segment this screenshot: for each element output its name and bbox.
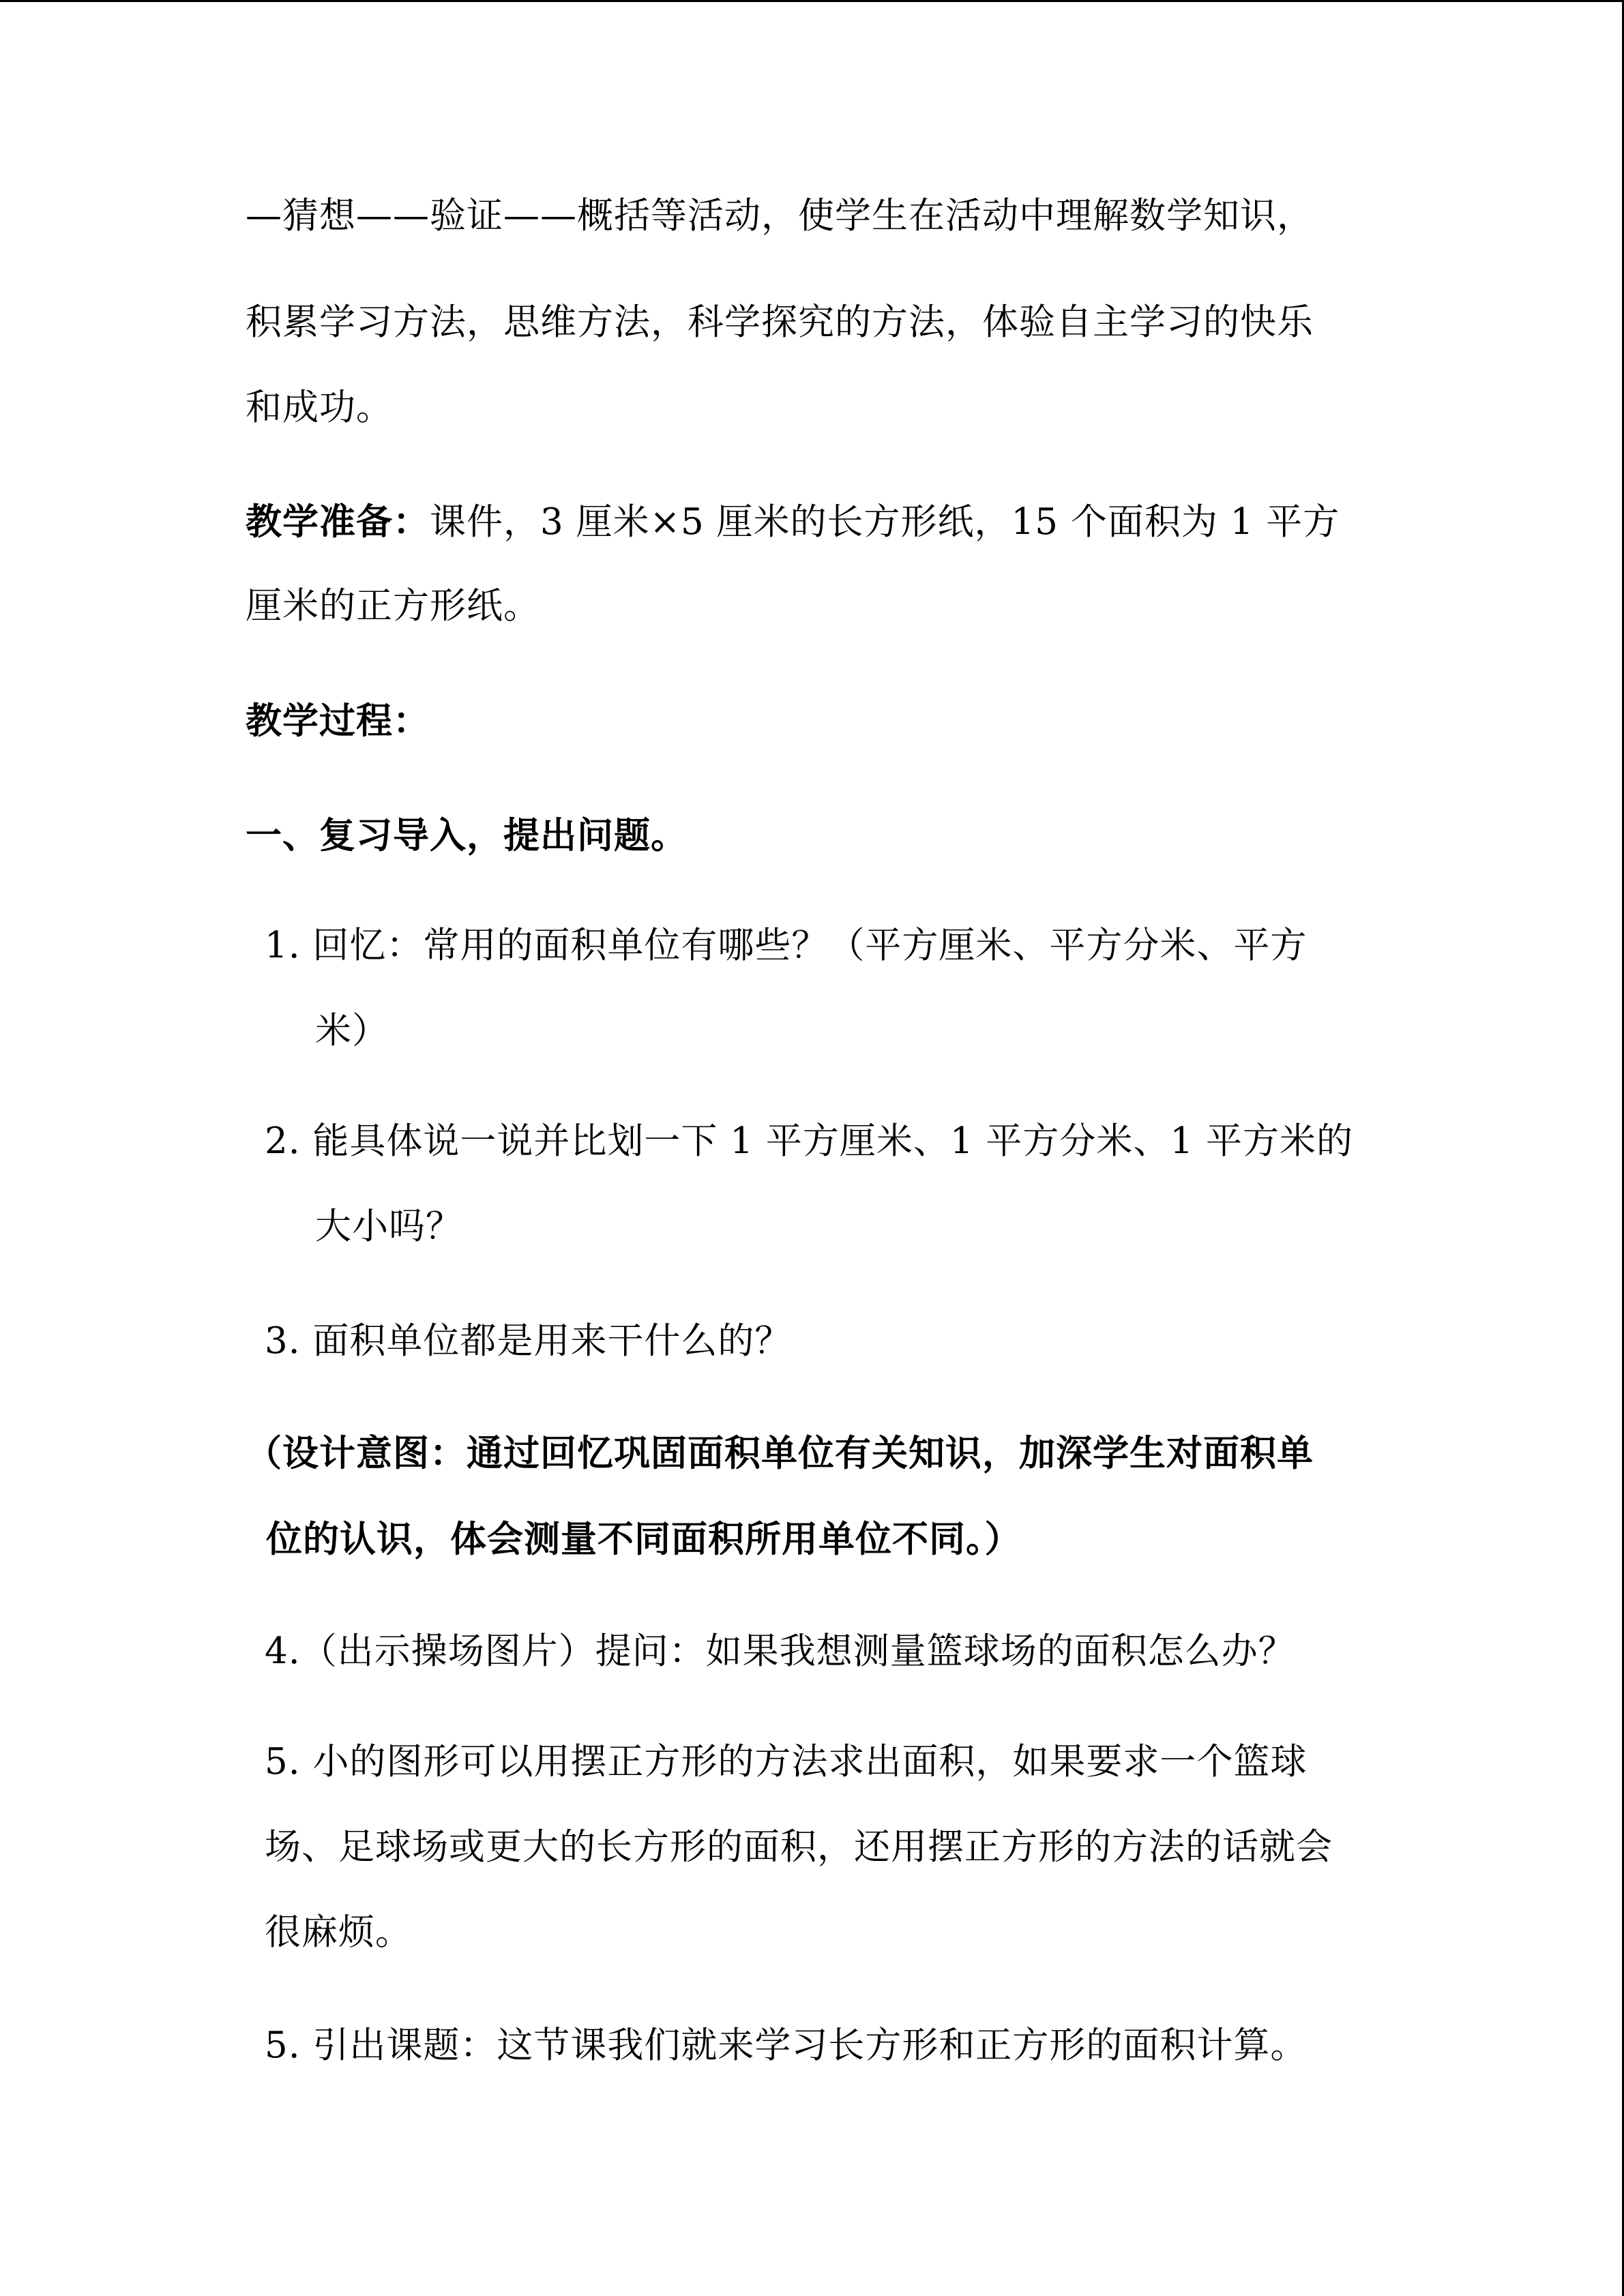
item-5-line-3: 很麻烦。	[265, 1911, 412, 1953]
design-intent-line-2: 位的认识，体会测量不同面积所用单位不同。）	[266, 1518, 1022, 1560]
intro-line-2: 积累学习方法，思维方法，科学探究的方法，体验自主学习的快乐	[246, 301, 1314, 343]
process-heading: 教学过程：	[246, 700, 430, 742]
item-4: 4.（出示操场图片）提问：如果我想测量篮球场的面积怎么办？	[265, 1630, 1295, 1672]
item-2-line-1: 2. 能具体说一说并比划一下 1 平方厘米、1 平方分米、1 平方米的	[265, 1120, 1353, 1162]
item-2-line-2: 大小吗？	[315, 1206, 462, 1247]
intro-line-1: —猜想——验证——概括等活动，使学生在活动中理解数学知识，	[246, 195, 1314, 237]
preparation-line-2: 厘米的正方形纸。	[246, 585, 540, 627]
item-1-line-2: 米）	[315, 1010, 389, 1052]
section-one-heading: 一、复习导入，提出问题。	[246, 814, 688, 856]
item-5-line-1: 5. 小的图形可以用摆正方形的方法求出面积，如果要求一个篮球	[265, 1741, 1308, 1783]
preparation-text: 课件，3 厘米×5 厘米的长方形纸，15 个面积为 1 平方	[430, 501, 1340, 543]
preparation-line-1	[246, 500, 1340, 544]
intro-line-3: 和成功。	[246, 387, 393, 428]
item-3: 3. 面积单位都是用来干什么的？	[265, 1320, 792, 1362]
item-5-line-2: 场、足球场或更大的长方形的面积，还用摆正方形的方法的话就会	[265, 1826, 1333, 1868]
item-5b: 5. 引出课题：这节课我们就来学习长方形和正方形的面积计算。	[265, 2025, 1308, 2066]
item-1-line-1: 1. 回忆：常用的面积单位有哪些？（平方厘米、平方分米、平方	[265, 925, 1308, 966]
design-intent-line-1: （设计意图：通过回忆巩固面积单位有关知识，加深学生对面积单	[246, 1432, 1314, 1474]
preparation-label: 教学准备：	[246, 501, 430, 543]
